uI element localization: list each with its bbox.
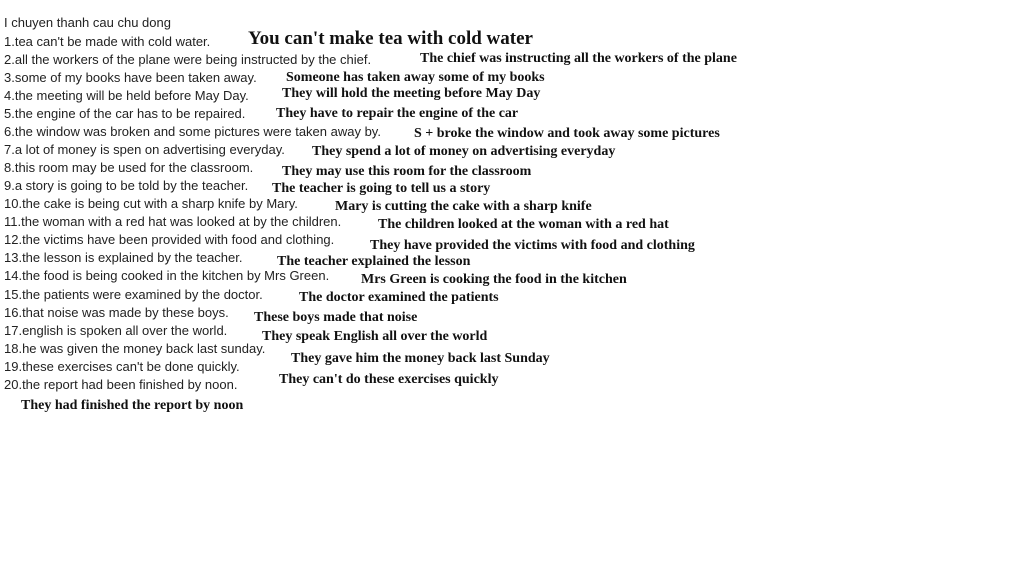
answer-1: You can't make tea with cold water (248, 28, 533, 49)
answer-11: The children looked at the woman with a red hat (378, 217, 669, 232)
sentence-11: 11.the woman with a red hat was looked at by the children. (4, 214, 342, 229)
answer-4: They will hold the meeting before May Day (282, 86, 541, 101)
sentence-12: 12.the victims have been provided with food and clothing. (4, 232, 335, 247)
sentence-20: 20.the report had been finished by noon. (4, 377, 238, 392)
sentence-6: 6.the window was broken and some pictures were taken away by. (4, 124, 381, 139)
sentence-8: 8.this room may be used for the classroom. (4, 160, 254, 175)
answer-3: Someone has taken away some of my books (286, 70, 545, 85)
answer-2: The chief was instructing all the workers of the plane (420, 51, 737, 66)
sentence-5: 5.the engine of the car has to be repaired. (4, 106, 246, 121)
sentence-14: 14.the food is being cooked in the kitchen by Mrs Green. (4, 268, 330, 283)
answer-17: They speak English all over the world (262, 329, 488, 344)
sentence-13: 13.the lesson is explained by the teacher. (4, 250, 243, 265)
answer-12: They have provided the victims with food and clothing (370, 238, 695, 253)
sentence-18: 18.he was given the money back last sunday. (4, 341, 266, 356)
answer-16: These boys made that noise (254, 310, 418, 325)
answer-7: They spend a lot of money on advertising everyday (312, 144, 616, 159)
answer-6: S + broke the window and took away some pictures (414, 126, 720, 141)
sentence-3: 3.some of my books have been taken away. (4, 70, 257, 85)
answer-18: They gave him the money back last Sunday (291, 351, 550, 366)
answer-13: The teacher explained the lesson (277, 254, 471, 269)
sentence-7: 7.a lot of money is spen on advertising everyday. (4, 142, 285, 157)
answer-10: Mary is cutting the cake with a sharp knife (335, 199, 592, 214)
sentence-2: 2.all the workers of the plane were being instructed by the chief. (4, 52, 372, 67)
sentence-10: 10.the cake is being cut with a sharp knife by Mary. (4, 196, 298, 211)
sentence-15: 15.the patients were examined by the doctor. (4, 287, 263, 302)
answer-19: They can't do these exercises quickly (279, 372, 499, 387)
answer-14: Mrs Green is cooking the food in the kitchen (361, 272, 627, 287)
answer-5: They have to repair the engine of the car (276, 106, 519, 121)
answer-9: The teacher is going to tell us a story (272, 181, 491, 196)
sentence-9: 9.a story is going to be told by the teacher. (4, 178, 249, 193)
sentence-16: 16.that noise was made by these boys. (4, 305, 229, 320)
sentence-19: 19.these exercises can't be done quickly. (4, 359, 240, 374)
answer-15: The doctor examined the patients (299, 290, 499, 305)
sentence-1: 1.tea can't be made with cold water. (4, 34, 211, 49)
sentence-4: 4.the meeting will be held before May Day. (4, 88, 249, 103)
sentence-17: 17.english is spoken all over the world. (4, 323, 228, 338)
answer-8: They may use this room for the classroom (282, 164, 532, 179)
answer-20: They had finished the report by noon (21, 398, 244, 413)
exercise-title: I chuyen thanh cau chu dong (4, 15, 171, 30)
